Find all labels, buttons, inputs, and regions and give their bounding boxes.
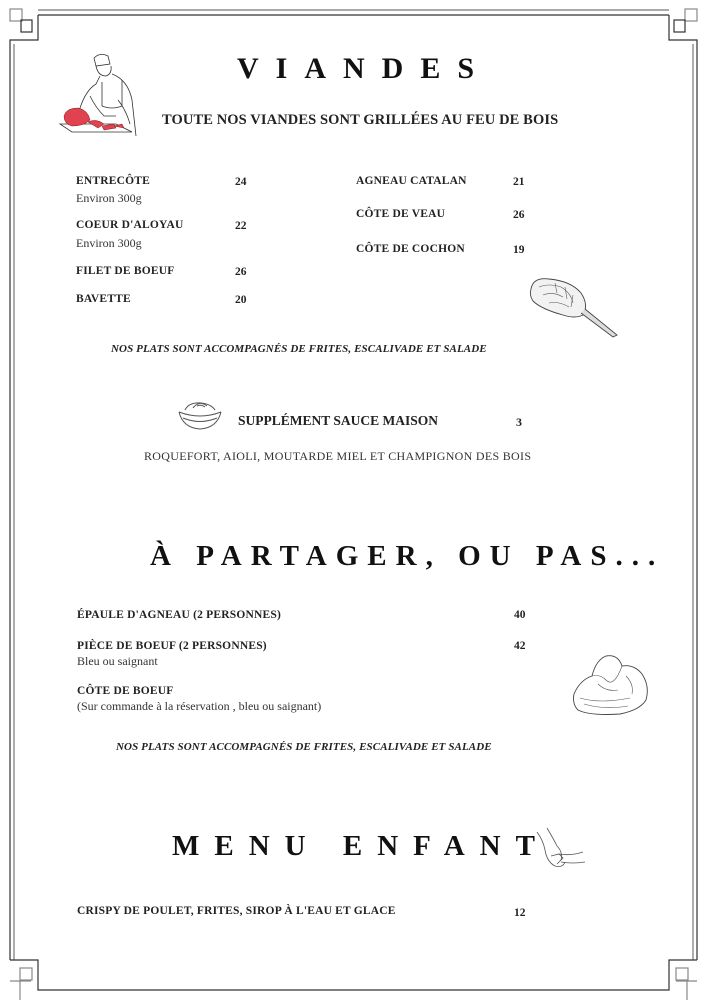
menu-item-price: 22 <box>235 220 247 232</box>
section-title-partager: À PARTAGER, OU PAS... <box>150 540 665 572</box>
tbone-steak-icon <box>570 652 655 718</box>
menu-item-name: BAVETTE <box>76 293 131 305</box>
menu-item-price: 12 <box>514 907 526 919</box>
menu-item-price: 20 <box>235 294 247 306</box>
menu-item-desc: Environ 300g <box>76 236 142 250</box>
menu-item-name: FILET DE BOEUF <box>76 265 175 277</box>
menu-item-price: 19 <box>513 244 525 256</box>
menu-item-price: 40 <box>514 609 526 621</box>
menu-item-name: CÔTE DE VEAU <box>356 208 446 220</box>
viandes-subtitle: TOUTE NOS VIANDES SONT GRILLÉES AU FEU DE BOIS <box>162 112 559 128</box>
sauce-bowl-icon <box>175 398 225 432</box>
menu-item-name: PIÈCE DE BOEUF (2 PERSONNES) <box>77 640 267 652</box>
section-title-enfant: MENU ENFANT <box>172 830 550 862</box>
sauce-options: ROQUEFORT, AIOLI, MOUTARDE MIEL ET CHAMPIGNON DES BOIS <box>144 449 532 463</box>
menu-item-price: 21 <box>513 176 525 188</box>
accompaniment-note: NOS PLATS SONT ACCOMPAGNÉS DE FRITES, ESCALIVADE ET SALADE <box>116 741 492 753</box>
menu-item-name: ENTRECÔTE <box>76 175 151 187</box>
accompaniment-note: NOS PLATS SONT ACCOMPAGNÉS DE FRITES, ESCALIVADE ET SALADE <box>111 343 487 355</box>
menu-item-name: ÉPAULE D'AGNEAU (2 PERSONNES) <box>77 609 281 621</box>
menu-item-name: AGNEAU CATALAN <box>356 175 467 187</box>
menu-item-name: COEUR D'ALOYAU <box>76 219 184 231</box>
tomahawk-steak-icon <box>527 275 622 345</box>
menu-item-desc: Environ 300g <box>76 191 142 205</box>
butcher-chef-icon <box>56 50 146 140</box>
sauce-supplement-price: 3 <box>516 415 522 429</box>
menu-item-desc: (Sur commande à la réservation , bleu ou saignant) <box>77 699 322 713</box>
child-hands-icon <box>533 826 589 872</box>
menu-item-name: CÔTE DE BOEUF <box>77 685 174 697</box>
menu-item-desc: Bleu ou saignant <box>77 654 158 668</box>
menu-item-price: 42 <box>514 640 526 652</box>
menu-item-price: 24 <box>235 176 247 188</box>
section-title-viandes: VIANDES <box>237 52 492 85</box>
menu-item-name: CÔTE DE COCHON <box>356 243 465 255</box>
sauce-supplement-title: SUPPLÉMENT SAUCE MAISON <box>238 413 439 428</box>
menu-item-name: CRISPY DE POULET, FRITES, SIROP À L'EAU ET GLACE <box>77 905 396 917</box>
menu-item-price: 26 <box>235 266 247 278</box>
menu-item-price: 26 <box>513 209 525 221</box>
